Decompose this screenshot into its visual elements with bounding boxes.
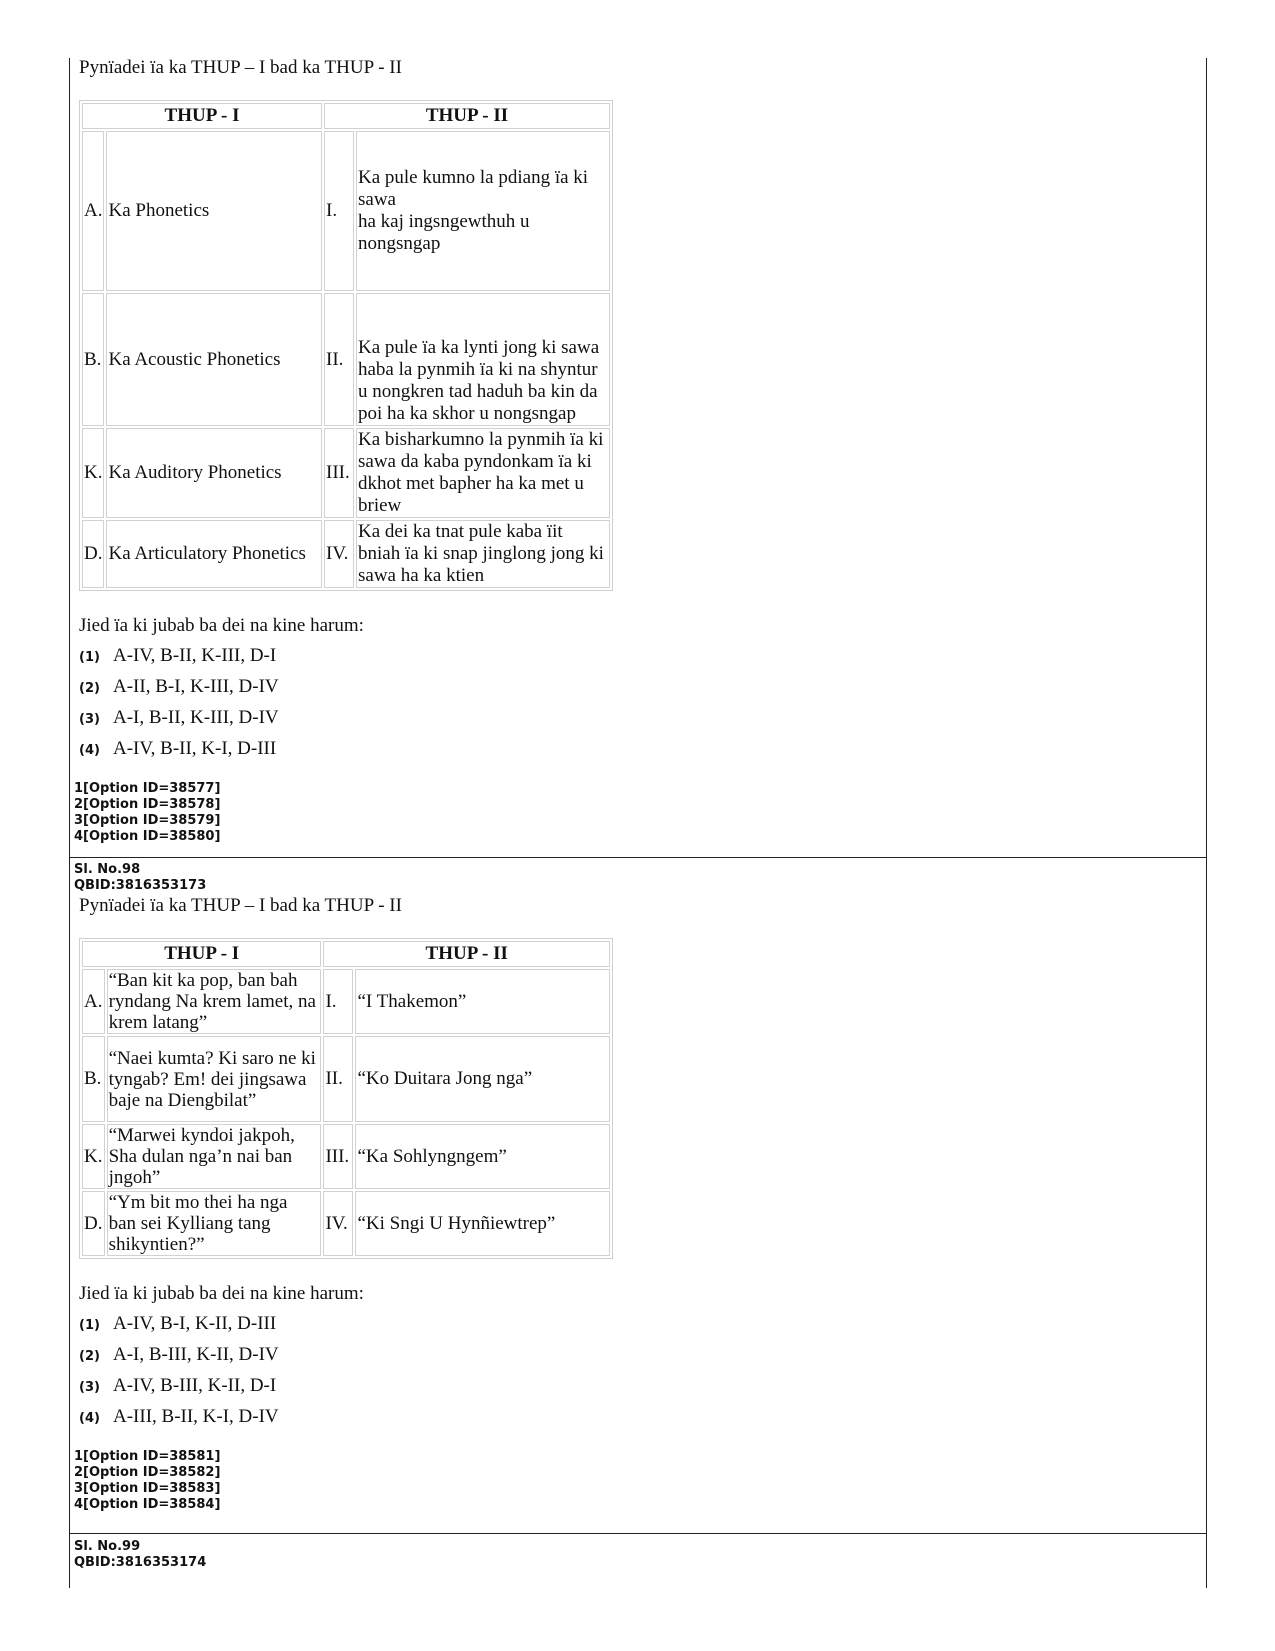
option-id: 2[Option ID=38582] [74, 1465, 221, 1480]
row-right-text: Ka pule kumno la pdiang ïa ki sawa ha kaj ingsngewthuh u nongsngap [356, 131, 610, 291]
option-4[interactable] [69, 734, 1206, 765]
row-letter: D. [82, 520, 104, 588]
option-2[interactable] [69, 1340, 1206, 1371]
question-divider [69, 1533, 1206, 1534]
row-left-text: Ka Auditory Phonetics [106, 428, 322, 518]
row-letter: B. [82, 293, 104, 426]
table-row [82, 1124, 610, 1189]
table-row [82, 428, 610, 518]
row-right-text: “Ka Sohlyngngem” [355, 1124, 610, 1189]
answer-prompt: Jied ïa ki jubab ba dei na kine harum: [79, 1283, 364, 1304]
question-97 [69, 56, 1206, 845]
column-header-1: THUP - I [82, 103, 322, 129]
question-98 [69, 862, 1206, 1513]
option-number: (1) [79, 1318, 100, 1333]
row-right-text: “I Thakemon” [355, 969, 610, 1034]
option-id: 4[Option ID=38580] [74, 829, 221, 844]
question-prompt: Pynïadei ïa ka THUP – I bad ka THUP - II [79, 895, 402, 916]
option-number: (2) [79, 1349, 100, 1364]
option-number: (3) [79, 1380, 100, 1395]
table-row [82, 969, 610, 1034]
option-2[interactable] [69, 672, 1206, 703]
row-numeral: II. [323, 1036, 353, 1122]
table-header-row [82, 103, 610, 129]
row-left-text: Ka Articulatory Phonetics [106, 520, 322, 588]
row-letter: A. [82, 969, 105, 1034]
option-number: (4) [79, 743, 100, 758]
option-4[interactable] [69, 1402, 1206, 1433]
row-right-text: Ka pule ïa ka lynti jong ki sawa haba la pynmih ïa ki na shyntur u nongkren tad haduh ba kin da poi ha ka skhor u nongsngap [356, 293, 610, 426]
table-row [82, 1191, 610, 1256]
row-right-text: “Ko Duitara Jong nga” [355, 1036, 610, 1122]
option-id: 3[Option ID=38583] [74, 1481, 221, 1496]
row-letter: A. [82, 131, 104, 291]
row-right-text: Ka dei ka tnat pule kaba ïit bniah ïa ki snap jinglong jong ki sawa ha ka ktien [356, 520, 610, 588]
option-text: A-I, B-II, K-III, D-IV [113, 707, 279, 728]
option-number: (2) [79, 681, 100, 696]
table-row [82, 1036, 610, 1122]
serial-number: Sl. No.99 [74, 1539, 141, 1554]
option-number: (4) [79, 1411, 100, 1426]
row-numeral: II. [324, 293, 354, 426]
column-header-2: THUP - II [323, 941, 610, 967]
option-id: 2[Option ID=38578] [74, 797, 221, 812]
row-left-text: “Marwei kyndoi jakpoh, Sha dulan nga’n nai ban jngoh” [107, 1124, 322, 1189]
option-text: A-IV, B-III, K-II, D-I [113, 1375, 277, 1396]
option-1[interactable] [69, 1309, 1206, 1340]
row-left-text: “Naei kumta? Ki saro ne ki tyngab? Em! dei jingsawa baje na Diengbilat” [107, 1036, 322, 1122]
question-prompt: Pynïadei ïa ka THUP – I bad ka THUP - II [79, 57, 402, 78]
row-numeral: III. [323, 1124, 353, 1189]
option-3[interactable] [69, 703, 1206, 734]
match-table [79, 100, 613, 591]
match-table [79, 938, 613, 1259]
row-letter: K. [82, 1124, 105, 1189]
option-text: A-IV, B-II, K-III, D-I [113, 645, 277, 666]
row-left-text: “Ban kit ka pop, ban bah ryndang Na krem lamet, na krem latang” [107, 969, 322, 1034]
option-1[interactable] [69, 641, 1206, 672]
question-divider [69, 857, 1206, 858]
qbid: QBID:3816353173 [74, 878, 207, 893]
option-id: 1[Option ID=38581] [74, 1449, 221, 1464]
row-right-text: “Ki Sngi U Hynñiewtrep” [355, 1191, 610, 1256]
option-text: A-IV, B-II, K-I, D-III [113, 738, 277, 759]
table-row [82, 131, 610, 291]
row-letter: K. [82, 428, 104, 518]
option-id: 1[Option ID=38577] [74, 781, 221, 796]
question-99 [69, 1539, 1206, 1571]
row-right-text: Ka bisharkumno la pynmih ïa ki sawa da kaba pyndonkam ïa ki dkhot met bapher ha ka met u briew [356, 428, 610, 518]
row-numeral: I. [323, 969, 353, 1034]
row-numeral: IV. [324, 520, 354, 588]
row-numeral: III. [324, 428, 354, 518]
option-text: A-IV, B-I, K-II, D-III [113, 1313, 277, 1334]
row-letter: B. [82, 1036, 105, 1122]
table-row [82, 520, 610, 588]
option-text: A-II, B-I, K-III, D-IV [113, 676, 279, 697]
row-left-text: Ka Acoustic Phonetics [106, 293, 322, 426]
option-text: A-III, B-II, K-I, D-IV [113, 1406, 279, 1427]
row-numeral: IV. [323, 1191, 353, 1256]
option-number: (3) [79, 712, 100, 727]
serial-number: Sl. No.98 [74, 862, 141, 877]
row-letter: D. [82, 1191, 105, 1256]
option-text: A-I, B-III, K-II, D-IV [113, 1344, 279, 1365]
answer-prompt: Jied ïa ki jubab ba dei na kine harum: [79, 615, 364, 636]
column-header-2: THUP - II [324, 103, 610, 129]
row-left-text: Ka Phonetics [106, 131, 322, 291]
row-numeral: I. [324, 131, 354, 291]
option-3[interactable] [69, 1371, 1206, 1402]
row-left-text: “Ym bit mo thei ha nga ban sei Kylliang tang shikyntien?” [107, 1191, 322, 1256]
qbid: QBID:3816353174 [74, 1555, 207, 1570]
column-header-1: THUP - I [82, 941, 321, 967]
option-id: 4[Option ID=38584] [74, 1497, 221, 1512]
table-header-row [82, 941, 610, 967]
option-number: (1) [79, 650, 100, 665]
table-row [82, 293, 610, 426]
option-id: 3[Option ID=38579] [74, 813, 221, 828]
